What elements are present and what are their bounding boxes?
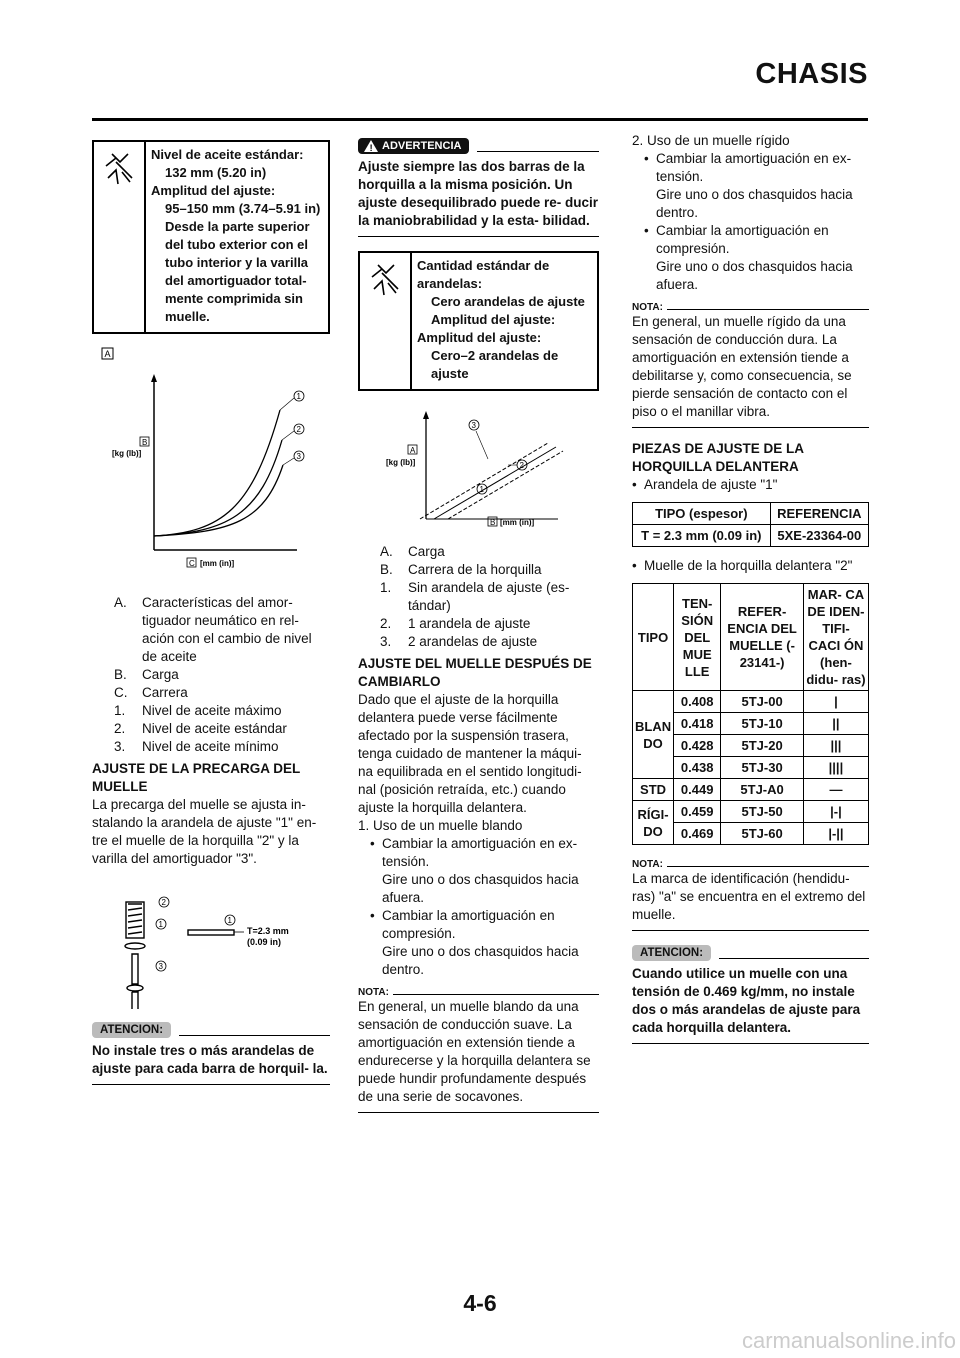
table-cell: 5XE-23364-00 bbox=[770, 525, 868, 547]
table-cell: 5TJ-A0 bbox=[721, 779, 804, 801]
table-cell: 5TJ-50 bbox=[721, 801, 804, 823]
bullet-sub: Gire uno o dos chasquidos hacia afuera. bbox=[656, 259, 853, 292]
legend-key: 1. bbox=[114, 703, 126, 718]
table-header: TIPO bbox=[633, 584, 674, 691]
note-label: NOTA: bbox=[358, 987, 389, 998]
section-paragraph: Dado que el ajuste de la horquilla delantera puede verse fácilmente afectado por la suspensión trasera, tenga cuidado de mantener la máqui- na equilibrada en el sentido longitudi- nal (posición retraída, etc.) cuando ajuste la horquilla delantera. bbox=[358, 692, 582, 815]
spec-line: Cero–2 arandelas de ajuste bbox=[431, 348, 559, 381]
table-cell: 5TJ-30 bbox=[721, 757, 804, 779]
column-3: 2. Uso de un muelle rígido • Cambiar la amortiguación en ex- tensión. Gire uno o dos chasquidos hacia dentro. • Cambiar la amortiguación en compresión. Gire uno o dos chasquidos hacia afuera. NOTA: En general, un muelle rígido da una sensación de conducción dura. La amortiguación en extensión tiende a debilitarse y, como consecuencia, se pierde sensación de contacto con el piso o el manillar vibra. PIEZAS DE AJUSTE DE LA HORQUILLA DELANTERA • Arandela de ajuste "1" TIPO (espesor) REFERENCIA T = 2.3 mm (0.09 in) 5XE-23364-00 • Muelle de la horquilla delantera "2" TIPO TEN- SIÓN DEL MUE LLE REFER- ENCIA DEL MUELLE (- 23141-) MAR- CA DE IDEN- TIFI- CACI ÓN (hen- didu- ras) BLAN DO 0.408 5TJ-00 | 0.418 5TJ-10 || 0.428 5TJ-20 ||| 0.438 5TJ-30 |||| STD 0.449 5TJ-A0 — RÍGI- DO 0.459 5TJ-50 |-| 0.469 5TJ-60 |-|| NOTA: La marca de identificación (hendidu- ras) "a" se encuentra en el extremo del muelle. ATENCION: Cuando utilice un muelle con una tensión de 0.469 kg/mm, no instale dos o más arandelas de ajuste para cada horquilla delantera. bbox=[632, 132, 869, 1044]
table-header: REFERENCIA bbox=[770, 503, 868, 525]
axis-kg: [kg (lb)] bbox=[112, 449, 142, 458]
table-cell: 5TJ-60 bbox=[721, 823, 804, 845]
legend-text: Nivel de aceite estándar bbox=[142, 721, 287, 736]
spec-line: 95–150 mm (3.74–5.91 in) bbox=[165, 201, 321, 216]
curve-num-2: 2 bbox=[296, 425, 301, 434]
legend-key: 3. bbox=[380, 634, 392, 649]
table-cell: 5TJ-10 bbox=[721, 713, 804, 735]
bullet-text: Arandela de ajuste "1" bbox=[644, 477, 778, 492]
step-1: 1. Uso de un muelle blando bbox=[358, 818, 523, 833]
table-cell: 0.438 bbox=[674, 757, 721, 779]
caution-text: No instale tres o más arandelas de ajuste para cada barra de horquil- la. bbox=[92, 1043, 328, 1076]
table-header: TEN- SIÓN DEL MUE LLE bbox=[674, 584, 721, 691]
table-cell: |-|| bbox=[803, 823, 868, 845]
spec-line: Nivel de aceite estándar: bbox=[151, 147, 304, 162]
section-paragraph: La precarga del muelle se ajusta in- stalando la arandela de ajuste "1" en- tre el muelle de la horquilla "2" y la varilla del amortiguador "3". bbox=[92, 797, 317, 866]
note-bar bbox=[632, 302, 869, 313]
bullet-text: Muelle de la horquilla delantera "2" bbox=[644, 558, 853, 573]
part-num-1: 1 bbox=[158, 920, 163, 929]
legend-key: C. bbox=[114, 685, 128, 700]
spec-line: Amplitud del ajuste: bbox=[417, 330, 542, 345]
legend-text: Carga bbox=[142, 667, 179, 682]
table-cell: — bbox=[803, 779, 868, 801]
section-heading: PIEZAS DE AJUSTE DE LA HORQUILLA DELANTERA bbox=[632, 441, 804, 474]
note-label: NOTA: bbox=[632, 302, 663, 313]
warning-label-text: ADVERTENCIA bbox=[382, 140, 462, 152]
table-header: MAR- CA DE IDEN- TIFI- CACI ÓN (hen- didu- ras) bbox=[803, 584, 868, 691]
curve-num-3: 3 bbox=[296, 452, 301, 461]
table-cell: | bbox=[803, 691, 868, 713]
fig-label-b: B bbox=[490, 518, 496, 527]
fig-label-a: A bbox=[104, 349, 111, 359]
fig2-legend bbox=[358, 543, 599, 651]
table-cell: BLAN DO bbox=[633, 691, 674, 779]
warning-bar bbox=[358, 138, 599, 154]
table-cell: || bbox=[803, 713, 868, 735]
spec-line: Cantidad estándar de arandelas: bbox=[417, 258, 550, 291]
note-text: En general, un muelle blando da una sensación de conducción suave. La amortiguación en extensión tiende a endurecerse y la horquilla delantera se puede hundir profundamente después de una serie de socavones. bbox=[358, 999, 591, 1104]
svg-text:!: ! bbox=[369, 143, 373, 152]
washer-load-figure bbox=[358, 403, 599, 533]
spring-table bbox=[632, 583, 869, 845]
caution-bar bbox=[632, 945, 869, 961]
fig-label-c: C bbox=[189, 559, 195, 568]
spec-line: Cero arandelas de ajuste Amplitud del ajuste: bbox=[431, 294, 585, 327]
spec-line: Amplitud del ajuste: bbox=[151, 183, 276, 198]
washer-table bbox=[632, 502, 869, 547]
caution-label: ATENCION: bbox=[632, 945, 711, 961]
fig-label-a: A bbox=[410, 446, 416, 455]
washer-num-1: 1 bbox=[227, 916, 232, 925]
section-heading: AJUSTE DE LA PRECARGA DEL MUELLE bbox=[92, 761, 301, 794]
note-text: La marca de identificación (hendidu- ras) "a" se encuentra en el extremo del muelle. bbox=[632, 871, 866, 922]
table-cell: |||| bbox=[803, 757, 868, 779]
part-num-2: 2 bbox=[161, 898, 166, 907]
page-number: 4-6 bbox=[463, 1290, 497, 1316]
header-rule bbox=[92, 118, 868, 121]
wrench-spec-icon bbox=[94, 142, 146, 332]
note-bar bbox=[632, 859, 869, 870]
wrench-spec-icon bbox=[360, 253, 412, 389]
table-cell: 5TJ-20 bbox=[721, 735, 804, 757]
legend-key: A. bbox=[380, 544, 393, 559]
spec-line: Desde la parte superior del tubo exterior con el tubo interior y la varilla del amortiguador total- mente comprimida sin muelle. bbox=[165, 219, 310, 324]
legend-text: Carga bbox=[408, 544, 445, 559]
line-num-1: 1 bbox=[479, 485, 484, 494]
legend-text: Carrera bbox=[142, 685, 188, 700]
axis-kg: [kg (lb)] bbox=[386, 458, 416, 467]
bullet-text: Cambiar la amortiguación en ex- tensión. bbox=[656, 151, 852, 184]
column-1 bbox=[92, 132, 330, 1085]
legend-text: Nivel de aceite mínimo bbox=[142, 739, 279, 754]
axis-mm: [mm (in)] bbox=[500, 518, 535, 527]
table-cell: ||| bbox=[803, 735, 868, 757]
bullet-sub: Gire uno o dos chasquidos hacia dentro. bbox=[382, 944, 579, 977]
column-2: ! ADVERTENCIA Ajuste siempre las dos barras de la horquilla a la misma posición. Un ajuste desequilibrado puede re- ducir la maniobrabilidad y la esta- bilidad. Cantidad estándar de arandelas: Cero arandelas de ajuste Amplitud del ajuste: Amplitud del ajuste: Cero–2 arandelas de ajuste 3 2 1 A [kg (lb)] B [mm (in)] A. Carga B. Carrera de la horquilla 1. Sin arandela de ajuste (es- tándar) 2. 1 arandela de ajuste 3. 2 arandelas de ajuste AJUSTE DEL MUELLE DESPUÉS DE CAMBIARLO Dado que el ajuste de la horquilla delantera puede verse fácilmente afectado por la suspensión trasera, tenga cuidado de mantener la máqui- na equilibrada en el sentido longitudi- nal (posición retraída, etc.) cuando ajuste la horquilla delantera. 1. Uso de un muelle blando • Cambiar la amortiguación en ex- tensión. Gire uno o dos chasquidos hacia afuera. • Cambiar la amortiguación en compresión. Gire uno o dos chasquidos hacia dentro. NOTA: En general, un muelle blando da una sensación de conducción suave. La amortiguación en extensión tiende a endurecerse y la horquilla delantera se puede hundir profundamente después de una serie de socavones. bbox=[358, 132, 599, 1113]
section-heading: AJUSTE DEL MUELLE DESPUÉS DE CAMBIARLO bbox=[358, 656, 592, 689]
table-cell: 0.469 bbox=[674, 823, 721, 845]
bullet-sub: Gire uno o dos chasquidos hacia afuera. bbox=[382, 872, 579, 905]
legend-key: 2. bbox=[380, 616, 392, 631]
table-header: REFER- ENCIA DEL MUELLE (- 23141-) bbox=[721, 584, 804, 691]
line-num-2: 2 bbox=[519, 461, 524, 470]
page-title: CHASIS bbox=[755, 58, 868, 90]
axis-mm: [mm (in)] bbox=[200, 559, 235, 568]
legend-text: Carrera de la horquilla bbox=[408, 562, 542, 577]
legend-key: 2. bbox=[114, 721, 126, 736]
washer-thickness-in: (0.09 in) bbox=[247, 937, 282, 947]
legend-key: A. bbox=[114, 595, 127, 610]
legend-text: Nivel de aceite máximo bbox=[142, 703, 282, 718]
spring-washer-figure bbox=[92, 884, 330, 1014]
fig1-legend bbox=[92, 594, 330, 756]
table-cell: 0.449 bbox=[674, 779, 721, 801]
note-bar bbox=[358, 987, 599, 998]
note-text: En general, un muelle rígido da una sensación de conducción dura. La amortiguación en extensión tiende a debilitarse y, como consecuencia, se pierde sensación de contacto con el piso o el manillar vibra. bbox=[632, 314, 852, 419]
table-cell: STD bbox=[633, 779, 674, 801]
watermark: carmanualsonline.info bbox=[741, 1328, 956, 1353]
bullet-text: Cambiar la amortiguación en compresión. bbox=[382, 908, 555, 941]
table-header: TIPO (espesor) bbox=[633, 503, 771, 525]
table-cell: 0.428 bbox=[674, 735, 721, 757]
caution-label: ATENCION: bbox=[92, 1022, 171, 1038]
bullet-text: Cambiar la amortiguación en compresión. bbox=[656, 223, 829, 256]
line-num-3: 3 bbox=[471, 421, 476, 430]
fig-label-b: B bbox=[142, 438, 148, 447]
table-cell: T = 2.3 mm (0.09 in) bbox=[633, 525, 771, 547]
caution-bar bbox=[92, 1022, 330, 1038]
table-cell: 0.408 bbox=[674, 691, 721, 713]
bullet-text: Cambiar la amortiguación en ex- tensión. bbox=[382, 836, 578, 869]
spec-line: 132 mm (5.20 in) bbox=[165, 165, 267, 180]
legend-key: 3. bbox=[114, 739, 126, 754]
table-cell: 5TJ-00 bbox=[721, 691, 804, 713]
curve-num-1: 1 bbox=[296, 392, 301, 401]
warning-label bbox=[358, 138, 469, 154]
note-label: NOTA: bbox=[632, 859, 663, 870]
bullet-sub: Gire uno o dos chasquidos hacia dentro. bbox=[656, 187, 853, 220]
table-cell: |-| bbox=[803, 801, 868, 823]
part-num-3: 3 bbox=[158, 962, 163, 971]
washer-spec-box bbox=[358, 251, 599, 391]
table-cell: 0.459 bbox=[674, 801, 721, 823]
table-cell: RÍGI- DO bbox=[633, 801, 674, 845]
table-cell: 0.418 bbox=[674, 713, 721, 735]
legend-text: Características del amor- tiguador neumático en rel- ación con el cambio de nivel de aceite bbox=[142, 595, 312, 664]
legend-text: Sin arandela de ajuste (es- tándar) bbox=[408, 580, 570, 613]
step-2: 2. Uso de un muelle rígido bbox=[632, 133, 790, 148]
warning-text: Ajuste siempre las dos barras de la horquilla a la misma posición. Un ajuste desequilibrado puede re- ducir la maniobrabilidad y la esta- bilidad. bbox=[358, 159, 599, 228]
caution-text: Cuando utilice un muelle con una tensión de 0.469 kg/mm, no instale dos o más arandelas de ajuste para cada horquilla delantera. bbox=[632, 966, 861, 1035]
legend-key: 1. bbox=[380, 580, 392, 595]
washer-thickness: T=2.3 mm bbox=[247, 926, 289, 936]
oil-level-spec-box bbox=[92, 140, 330, 334]
oil-level-curve-figure bbox=[92, 340, 330, 570]
legend-key: B. bbox=[380, 562, 393, 577]
legend-key: B. bbox=[114, 667, 127, 682]
warning-triangle-icon bbox=[364, 140, 378, 152]
legend-text: 2 arandelas de ajuste bbox=[408, 634, 538, 649]
legend-text: 1 arandela de ajuste bbox=[408, 616, 531, 631]
